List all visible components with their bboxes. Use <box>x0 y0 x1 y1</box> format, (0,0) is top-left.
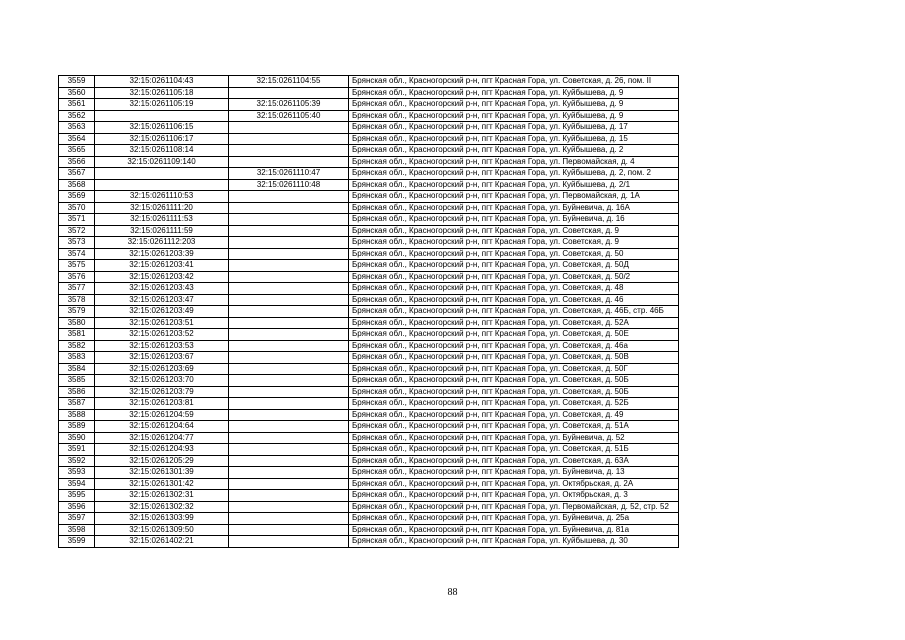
table-row <box>59 386 679 398</box>
cadastral-number-cell: 32:15:0261303:99 <box>95 513 229 525</box>
table-row <box>59 156 679 168</box>
row-number-cell: 3587 <box>59 398 95 410</box>
table-row <box>59 133 679 145</box>
related-cadastral-number-cell <box>229 294 349 306</box>
address-cell: Брянская обл., Красногорский р-н, пгт Красная Гора, ул. Буйневича, д. 81а <box>349 524 679 536</box>
table-row <box>59 432 679 444</box>
table-row <box>59 271 679 283</box>
row-number-cell: 3574 <box>59 248 95 260</box>
row-number-cell: 3595 <box>59 490 95 502</box>
related-cadastral-number-cell <box>229 283 349 295</box>
related-cadastral-number-cell <box>229 156 349 168</box>
row-number-cell: 3585 <box>59 375 95 387</box>
row-number-cell: 3565 <box>59 145 95 157</box>
cadastral-number-cell: 32:15:0261309:50 <box>95 524 229 536</box>
row-number-cell: 3582 <box>59 340 95 352</box>
cadastral-number-cell: 32:15:0261203:41 <box>95 260 229 272</box>
row-number-cell: 3588 <box>59 409 95 421</box>
related-cadastral-number-cell <box>229 386 349 398</box>
related-cadastral-number-cell <box>229 145 349 157</box>
address-cell: Брянская обл., Красногорский р-н, пгт Красная Гора, ул. Советская, д. 50В <box>349 352 679 364</box>
cadastral-number-cell: 32:15:0261111:53 <box>95 214 229 226</box>
related-cadastral-number-cell <box>229 352 349 364</box>
related-cadastral-number-cell <box>229 87 349 99</box>
cadastral-number-cell: 32:15:0261302:31 <box>95 490 229 502</box>
row-number-cell: 3594 <box>59 478 95 490</box>
address-cell: Брянская обл., Красногорский р-н, пгт Красная Гора, ул. Советская, д. 63А <box>349 455 679 467</box>
address-cell: Брянская обл., Красногорский р-н, пгт Красная Гора, ул. Советская, д. 50Е <box>349 329 679 341</box>
address-cell: Брянская обл., Красногорский р-н, пгт Красная Гора, ул. Первомайская, д. 52, стр. 52 <box>349 501 679 513</box>
cadastral-number-cell: 32:15:0261203:67 <box>95 352 229 364</box>
row-number-cell: 3580 <box>59 317 95 329</box>
table-row <box>59 214 679 226</box>
related-cadastral-number-cell: 32:15:0261110:47 <box>229 168 349 180</box>
row-number-cell: 3596 <box>59 501 95 513</box>
address-cell: Брянская обл., Красногорский р-н, пгт Красная Гора, ул. Куйбышева, д. 30 <box>349 536 679 548</box>
table-row <box>59 283 679 295</box>
related-cadastral-number-cell <box>229 501 349 513</box>
cadastral-number-cell: 32:15:0261106:17 <box>95 133 229 145</box>
address-cell: Брянская обл., Красногорский р-н, пгт Красная Гора, ул. Советская, д. 52Б <box>349 398 679 410</box>
table-row <box>59 329 679 341</box>
cadastral-number-cell: 32:15:0261301:39 <box>95 467 229 479</box>
related-cadastral-number-cell <box>229 340 349 352</box>
cadastral-number-cell: 32:15:0261203:39 <box>95 248 229 260</box>
cadastral-number-cell <box>95 179 229 191</box>
table-row <box>59 248 679 260</box>
cadastral-number-cell: 32:15:0261110:53 <box>95 191 229 203</box>
address-cell: Брянская обл., Красногорский р-н, пгт Красная Гора, ул. Октябрьская, д. 2А <box>349 478 679 490</box>
cadastral-number-cell: 32:15:0261302:32 <box>95 501 229 513</box>
register-table <box>58 75 679 548</box>
related-cadastral-number-cell <box>229 271 349 283</box>
row-number-cell: 3562 <box>59 110 95 122</box>
address-cell: Брянская обл., Красногорский р-н, пгт Красная Гора, ул. Советская, д. 51А <box>349 421 679 433</box>
cadastral-number-cell: 32:15:0261105:18 <box>95 87 229 99</box>
table-row <box>59 490 679 502</box>
related-cadastral-number-cell <box>229 432 349 444</box>
address-cell: Брянская обл., Красногорский р-н, пгт Красная Гора, ул. Советская, д. 46Б, стр. 46Б <box>349 306 679 318</box>
address-cell: Брянская обл., Красногорский р-н, пгт Красная Гора, ул. Советская, д. 46 <box>349 294 679 306</box>
row-number-cell: 3577 <box>59 283 95 295</box>
related-cadastral-number-cell <box>229 421 349 433</box>
table-row <box>59 409 679 421</box>
address-cell: Брянская обл., Красногорский р-н, пгт Красная Гора, ул. Буйневича, д. 52 <box>349 432 679 444</box>
related-cadastral-number-cell <box>229 478 349 490</box>
table-row <box>59 237 679 249</box>
cadastral-number-cell: 32:15:0261205:29 <box>95 455 229 467</box>
row-number-cell: 3583 <box>59 352 95 364</box>
related-cadastral-number-cell <box>229 375 349 387</box>
address-cell: Брянская обл., Красногорский р-н, пгт Красная Гора, ул. Советская, д. 9 <box>349 237 679 249</box>
row-number-cell: 3569 <box>59 191 95 203</box>
cadastral-number-cell: 32:15:0261402:21 <box>95 536 229 548</box>
address-cell: Брянская обл., Красногорский р-н, пгт Красная Гора, ул. Буйневича, д. 13 <box>349 467 679 479</box>
cadastral-number-cell: 32:15:0261108:14 <box>95 145 229 157</box>
address-cell: Брянская обл., Красногорский р-н, пгт Красная Гора, ул. Советская, д. 52А <box>349 317 679 329</box>
address-cell: Брянская обл., Красногорский р-н, пгт Красная Гора, ул. Куйбышева, д. 2/1 <box>349 179 679 191</box>
row-number-cell: 3598 <box>59 524 95 536</box>
cadastral-number-cell: 32:15:0261203:49 <box>95 306 229 318</box>
row-number-cell: 3593 <box>59 467 95 479</box>
address-cell: Брянская обл., Красногорский р-н, пгт Красная Гора, ул. Октябрьская, д. 3 <box>349 490 679 502</box>
table-row <box>59 317 679 329</box>
related-cadastral-number-cell <box>229 214 349 226</box>
row-number-cell: 3592 <box>59 455 95 467</box>
related-cadastral-number-cell <box>229 202 349 214</box>
row-number-cell: 3571 <box>59 214 95 226</box>
table-row <box>59 294 679 306</box>
row-number-cell: 3568 <box>59 179 95 191</box>
address-cell: Брянская обл., Красногорский р-н, пгт Красная Гора, ул. Куйбышева, д. 9 <box>349 87 679 99</box>
address-cell: Брянская обл., Красногорский р-н, пгт Красная Гора, ул. Куйбышева, д. 17 <box>349 122 679 134</box>
address-cell: Брянская обл., Красногорский р-н, пгт Красная Гора, ул. Советская, д. 48 <box>349 283 679 295</box>
row-number-cell: 3581 <box>59 329 95 341</box>
address-cell: Брянская обл., Красногорский р-н, пгт Красная Гора, ул. Советская, д. 50/2 <box>349 271 679 283</box>
address-cell: Брянская обл., Красногорский р-н, пгт Красная Гора, ул. Куйбышева, д. 2, пом. 2 <box>349 168 679 180</box>
address-cell: Брянская обл., Красногорский р-н, пгт Красная Гора, ул. Первомайская, д. 1А <box>349 191 679 203</box>
address-cell: Брянская обл., Красногорский р-н, пгт Красная Гора, ул. Буйневича, д. 16 <box>349 214 679 226</box>
related-cadastral-number-cell <box>229 513 349 525</box>
address-cell: Брянская обл., Красногорский р-н, пгт Красная Гора, ул. Буйневича, д. 25а <box>349 513 679 525</box>
related-cadastral-number-cell <box>229 133 349 145</box>
row-number-cell: 3559 <box>59 76 95 88</box>
related-cadastral-number-cell: 32:15:0261105:40 <box>229 110 349 122</box>
address-cell: Брянская обл., Красногорский р-н, пгт Красная Гора, ул. Куйбышева, д. 2 <box>349 145 679 157</box>
table-row <box>59 524 679 536</box>
row-number-cell: 3591 <box>59 444 95 456</box>
row-number-cell: 3599 <box>59 536 95 548</box>
cadastral-number-cell: 32:15:0261203:79 <box>95 386 229 398</box>
related-cadastral-number-cell <box>229 363 349 375</box>
address-cell: Брянская обл., Красногорский р-н, пгт Красная Гора, ул. Советская, д. 49 <box>349 409 679 421</box>
cadastral-number-cell: 32:15:0261105:19 <box>95 99 229 111</box>
table-row <box>59 340 679 352</box>
address-cell: Брянская обл., Красногорский р-н, пгт Красная Гора, ул. Куйбышева, д. 9 <box>349 99 679 111</box>
table-row <box>59 260 679 272</box>
cadastral-number-cell: 32:15:0261111:20 <box>95 202 229 214</box>
table-row <box>59 352 679 364</box>
address-cell: Брянская обл., Красногорский р-н, пгт Красная Гора, ул. Советская, д. 50Б <box>349 375 679 387</box>
related-cadastral-number-cell: 32:15:0261104:55 <box>229 76 349 88</box>
row-number-cell: 3572 <box>59 225 95 237</box>
table-row <box>59 375 679 387</box>
table-row <box>59 179 679 191</box>
row-number-cell: 3561 <box>59 99 95 111</box>
cadastral-number-cell: 32:15:0261204:64 <box>95 421 229 433</box>
address-cell: Брянская обл., Красногорский р-н, пгт Красная Гора, ул. Советская, д. 46а <box>349 340 679 352</box>
cadastral-number-cell <box>95 110 229 122</box>
cadastral-number-cell: 32:15:0261203:81 <box>95 398 229 410</box>
related-cadastral-number-cell <box>229 306 349 318</box>
address-cell: Брянская обл., Красногорский р-н, пгт Красная Гора, ул. Первомайская, д. 4 <box>349 156 679 168</box>
cadastral-number-cell: 32:15:0261203:69 <box>95 363 229 375</box>
table-row <box>59 513 679 525</box>
table-row <box>59 110 679 122</box>
related-cadastral-number-cell <box>229 524 349 536</box>
cadastral-number-cell: 32:15:0261203:51 <box>95 317 229 329</box>
table-row <box>59 478 679 490</box>
cadastral-number-cell <box>95 168 229 180</box>
cadastral-number-cell: 32:15:0261203:42 <box>95 271 229 283</box>
row-number-cell: 3597 <box>59 513 95 525</box>
related-cadastral-number-cell <box>229 329 349 341</box>
related-cadastral-number-cell <box>229 191 349 203</box>
row-number-cell: 3560 <box>59 87 95 99</box>
row-number-cell: 3575 <box>59 260 95 272</box>
row-number-cell: 3573 <box>59 237 95 249</box>
table-row <box>59 421 679 433</box>
cadastral-number-cell: 32:15:0261203:47 <box>95 294 229 306</box>
cadastral-number-cell: 32:15:0261203:53 <box>95 340 229 352</box>
table-row <box>59 467 679 479</box>
table-row <box>59 87 679 99</box>
register-table-body <box>59 76 679 548</box>
related-cadastral-number-cell <box>229 490 349 502</box>
address-cell: Брянская обл., Красногорский р-н, пгт Красная Гора, ул. Куйбышева, д. 9 <box>349 110 679 122</box>
table-row <box>59 536 679 548</box>
address-cell: Брянская обл., Красногорский р-н, пгт Красная Гора, ул. Советская, д. 26, пом. II <box>349 76 679 88</box>
cadastral-number-cell: 32:15:0261203:52 <box>95 329 229 341</box>
row-number-cell: 3590 <box>59 432 95 444</box>
table-row <box>59 202 679 214</box>
cadastral-number-cell: 32:15:0261204:77 <box>95 432 229 444</box>
address-cell: Брянская обл., Красногорский р-н, пгт Красная Гора, ул. Советская, д. 50Б <box>349 386 679 398</box>
related-cadastral-number-cell <box>229 398 349 410</box>
row-number-cell: 3564 <box>59 133 95 145</box>
cadastral-number-cell: 32:15:0261106:15 <box>95 122 229 134</box>
row-number-cell: 3578 <box>59 294 95 306</box>
related-cadastral-number-cell <box>229 248 349 260</box>
related-cadastral-number-cell <box>229 444 349 456</box>
table-row <box>59 191 679 203</box>
row-number-cell: 3567 <box>59 168 95 180</box>
related-cadastral-number-cell <box>229 467 349 479</box>
row-number-cell: 3576 <box>59 271 95 283</box>
related-cadastral-number-cell <box>229 122 349 134</box>
table-row <box>59 122 679 134</box>
address-cell: Брянская обл., Красногорский р-н, пгт Красная Гора, ул. Советская, д. 51Б <box>349 444 679 456</box>
address-cell: Брянская обл., Красногорский р-н, пгт Красная Гора, ул. Советская, д. 50Г <box>349 363 679 375</box>
table-row <box>59 168 679 180</box>
cadastral-number-cell: 32:15:0261203:43 <box>95 283 229 295</box>
address-cell: Брянская обл., Красногорский р-н, пгт Красная Гора, ул. Куйбышева, д. 15 <box>349 133 679 145</box>
cadastral-number-cell: 32:15:0261204:93 <box>95 444 229 456</box>
cadastral-number-cell: 32:15:0261301:42 <box>95 478 229 490</box>
row-number-cell: 3586 <box>59 386 95 398</box>
related-cadastral-number-cell <box>229 237 349 249</box>
related-cadastral-number-cell <box>229 536 349 548</box>
address-cell: Брянская обл., Красногорский р-н, пгт Красная Гора, ул. Буйневича, д. 16А <box>349 202 679 214</box>
row-number-cell: 3579 <box>59 306 95 318</box>
row-number-cell: 3566 <box>59 156 95 168</box>
cadastral-number-cell: 32:15:0261204:59 <box>95 409 229 421</box>
cadastral-number-cell: 32:15:0261203:70 <box>95 375 229 387</box>
related-cadastral-number-cell <box>229 225 349 237</box>
address-cell: Брянская обл., Красногорский р-н, пгт Красная Гора, ул. Советская, д. 50Д <box>349 260 679 272</box>
row-number-cell: 3584 <box>59 363 95 375</box>
address-cell: Брянская обл., Красногорский р-н, пгт Красная Гора, ул. Советская, д. 9 <box>349 225 679 237</box>
table-row <box>59 145 679 157</box>
related-cadastral-number-cell <box>229 317 349 329</box>
related-cadastral-number-cell: 32:15:0261110:48 <box>229 179 349 191</box>
related-cadastral-number-cell <box>229 455 349 467</box>
related-cadastral-number-cell: 32:15:0261105:39 <box>229 99 349 111</box>
related-cadastral-number-cell <box>229 260 349 272</box>
table-row <box>59 363 679 375</box>
row-number-cell: 3589 <box>59 421 95 433</box>
table-row <box>59 455 679 467</box>
row-number-cell: 3570 <box>59 202 95 214</box>
table-row <box>59 306 679 318</box>
related-cadastral-number-cell <box>229 409 349 421</box>
cadastral-number-cell: 32:15:0261109:140 <box>95 156 229 168</box>
table-row <box>59 501 679 513</box>
cadastral-number-cell: 32:15:0261112:203 <box>95 237 229 249</box>
page-number: 88 <box>447 587 458 598</box>
table-row <box>59 398 679 410</box>
address-cell: Брянская обл., Красногорский р-н, пгт Красная Гора, ул. Советская, д. 50 <box>349 248 679 260</box>
table-row <box>59 99 679 111</box>
cadastral-number-cell: 32:15:0261104:43 <box>95 76 229 88</box>
table-row <box>59 225 679 237</box>
table-row <box>59 76 679 88</box>
table-row <box>59 444 679 456</box>
cadastral-number-cell: 32:15:0261111:59 <box>95 225 229 237</box>
row-number-cell: 3563 <box>59 122 95 134</box>
